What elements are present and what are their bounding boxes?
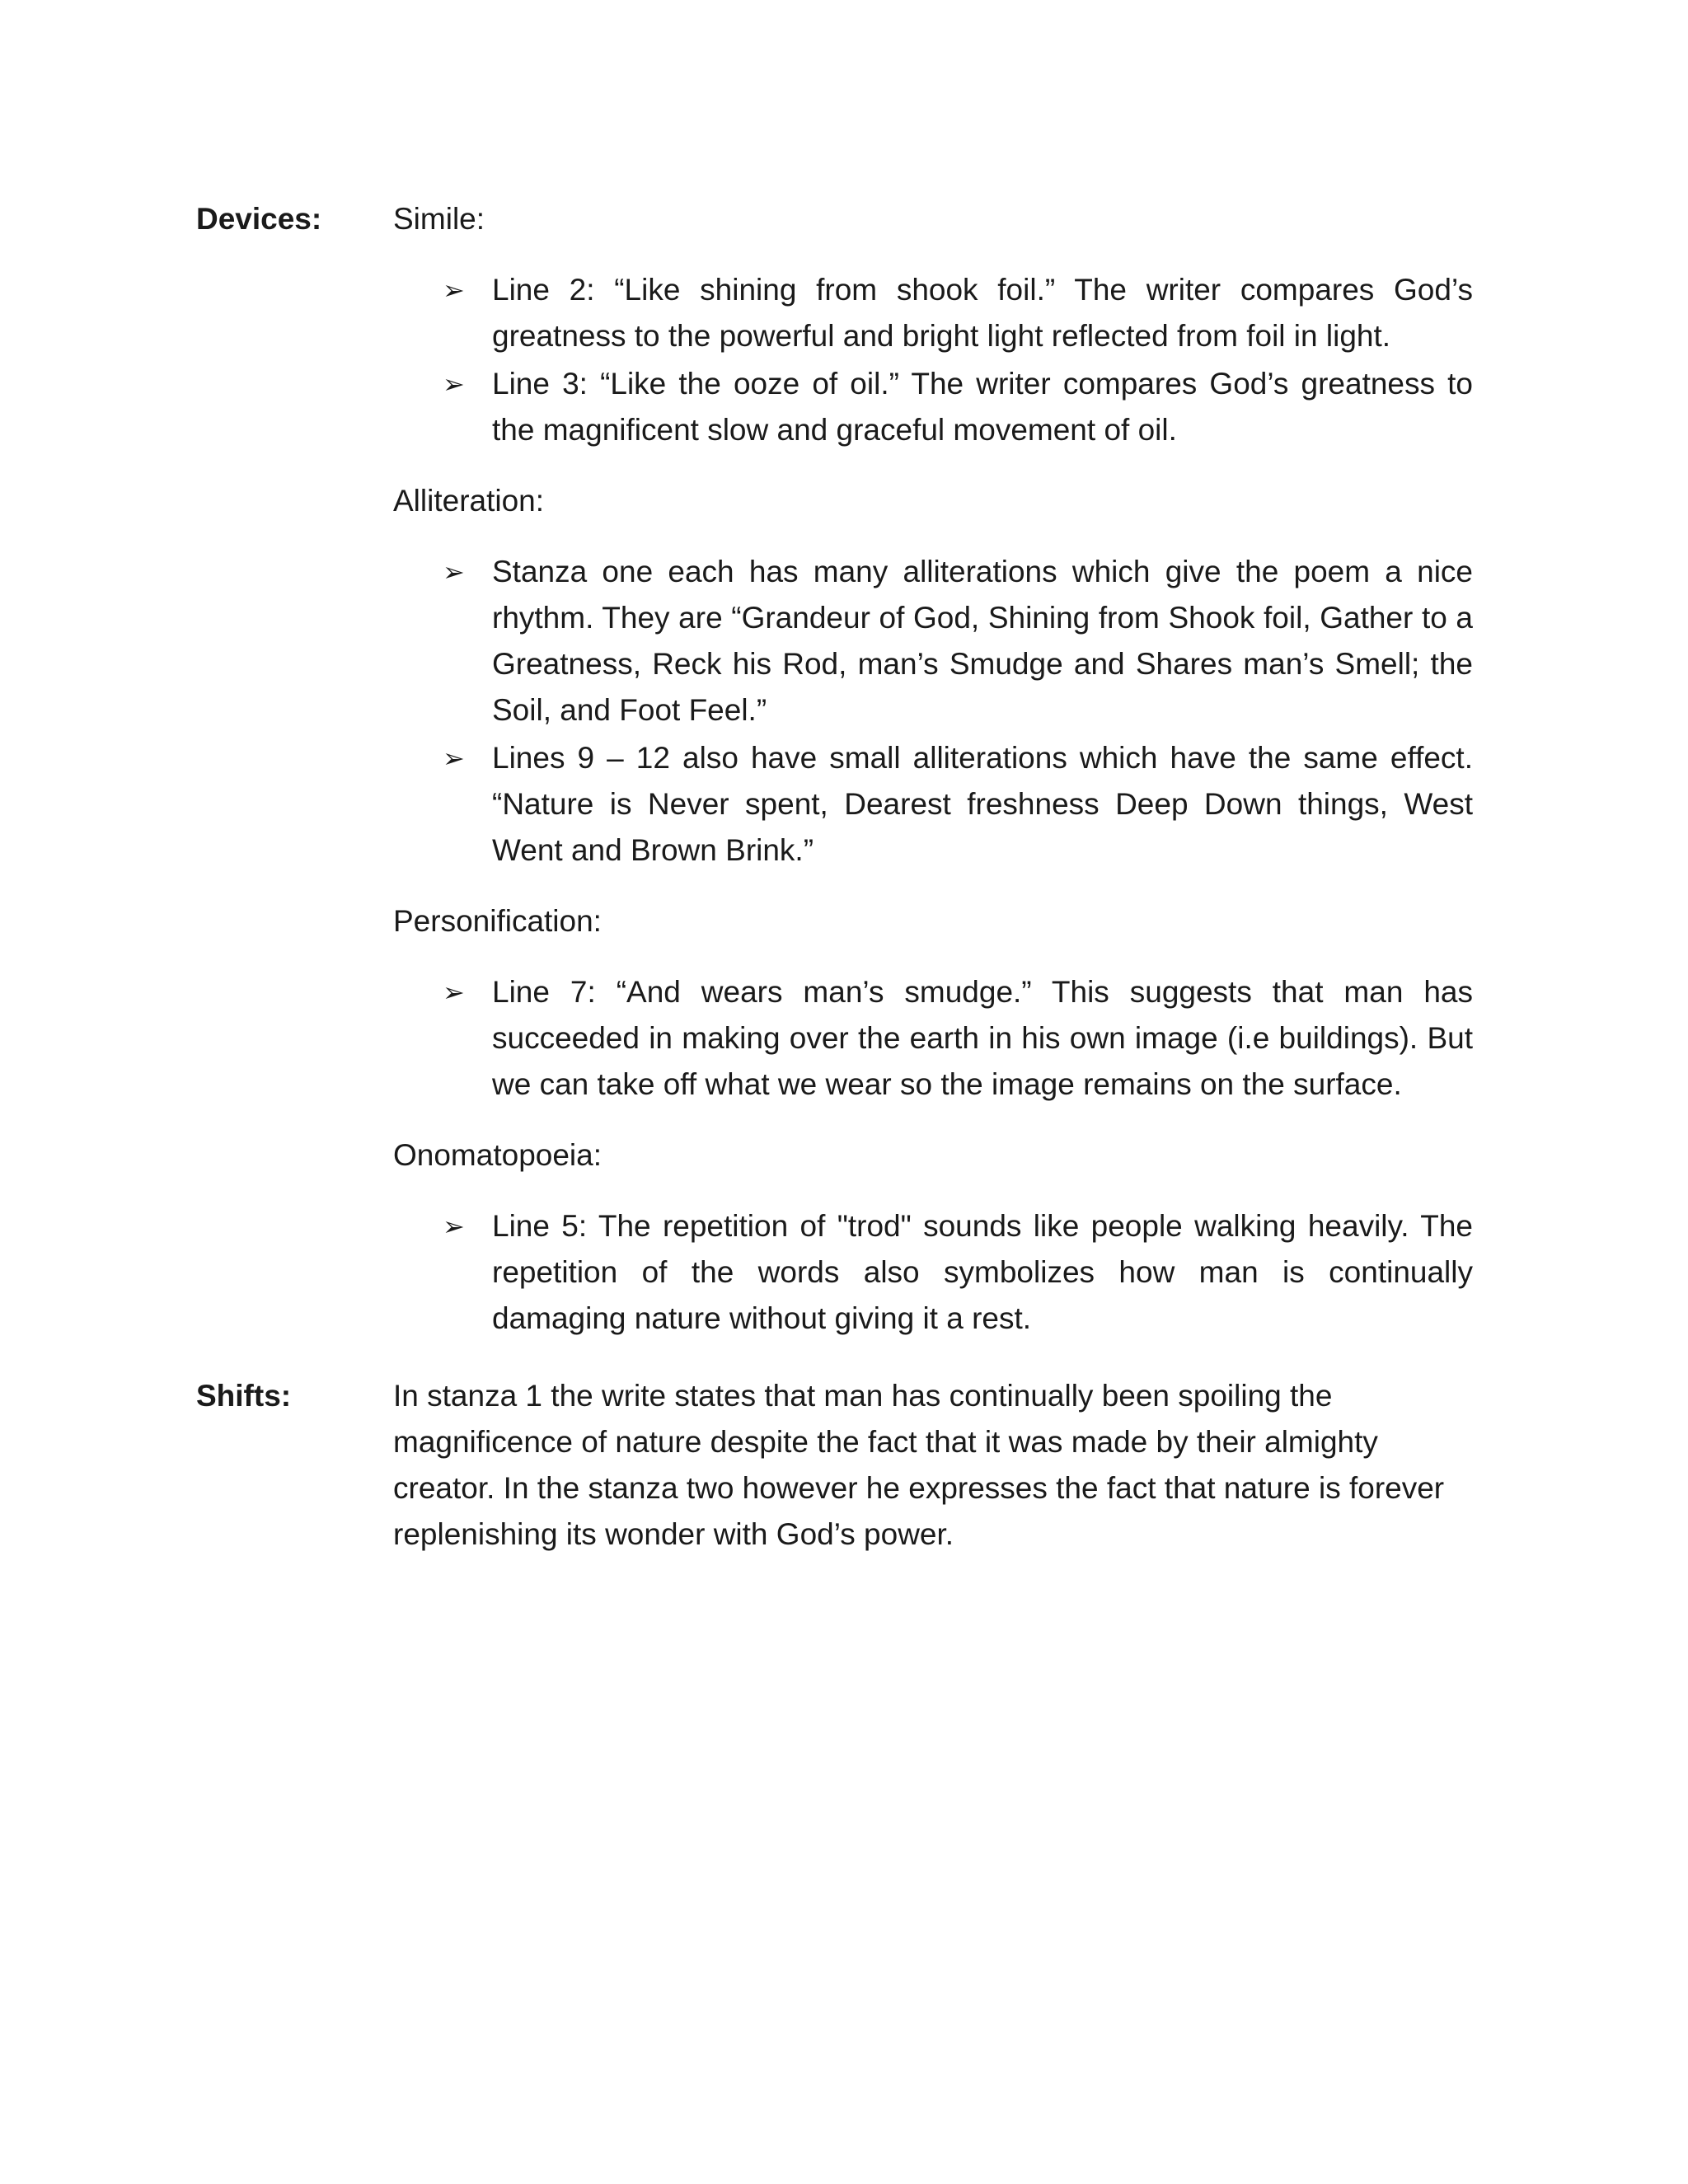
simile-list — [393, 267, 1473, 453]
list-item — [393, 1203, 1473, 1342]
list-item-text: Line 2: “Like shining from shook foil.” The writer compares God’s greatness to the powerful and bright light reflected from foil in light. — [492, 273, 1473, 353]
devices-content — [393, 196, 1473, 1343]
shifts-content — [393, 1373, 1473, 1558]
personification-heading: Personification: — [393, 904, 602, 938]
list-item-text: Line 3: “Like the ooze of oil.” The writer compares God’s greatness to the magnificent slow and graceful movement of oil. — [492, 367, 1473, 447]
list-item — [393, 267, 1473, 359]
arrow-bullet-icon: ➢ — [443, 743, 465, 773]
devices-label: Devices: — [196, 202, 322, 236]
personification-list — [393, 969, 1473, 1108]
arrow-bullet-icon: ➢ — [443, 557, 465, 587]
shifts-paragraph: In stanza 1 the write states that man has continually been spoiling the magnificence of nature despite the fact that it was made by their almighty creator. In the stanza two however he expresses the fact that nature is forever replenishing its wonder with God’s power. — [393, 1379, 1445, 1551]
onomatopoeia-list — [393, 1203, 1473, 1342]
list-item-text: Line 5: The repetition of "trod" sounds like people walking heavily. The repetition of the words also symbolizes how man is continually damaging nature without giving it a rest. — [492, 1209, 1473, 1335]
list-item — [393, 969, 1473, 1108]
shifts-label: Shifts: — [196, 1379, 292, 1413]
list-item — [393, 549, 1473, 733]
list-item-text: Stanza one each has many alliterations which give the poem a nice rhythm. They are “Grandeur of God, Shining from Shook foil, Gather to a Greatness, Reck his Rod, man’s Smudge and Shares man’s Smell; the Soil, and Foot Feel.” — [492, 555, 1473, 727]
arrow-bullet-icon: ➢ — [443, 1212, 465, 1241]
list-item-text: Line 7: “And wears man’s smudge.” This suggests that man has succeeded in making over the earth in his own image (i.e buildings). But we can take off what we wear so the image remains on the surface. — [492, 975, 1473, 1101]
list-item — [393, 361, 1473, 453]
arrow-bullet-icon: ➢ — [443, 369, 465, 399]
arrow-bullet-icon: ➢ — [443, 977, 465, 1007]
arrow-bullet-icon: ➢ — [443, 275, 465, 305]
list-item-text: Lines 9 – 12 also have small alliterations which have the same effect. “Nature is Never spent, Dearest freshness Deep Down things, West Went and Brown Brink.” — [492, 741, 1473, 867]
list-item — [393, 735, 1473, 874]
alliteration-list — [393, 549, 1473, 874]
onomatopoeia-heading: Onomatopoeia: — [393, 1138, 603, 1172]
simile-heading: Simile: — [393, 202, 485, 236]
alliteration-heading: Alliteration: — [393, 484, 545, 518]
